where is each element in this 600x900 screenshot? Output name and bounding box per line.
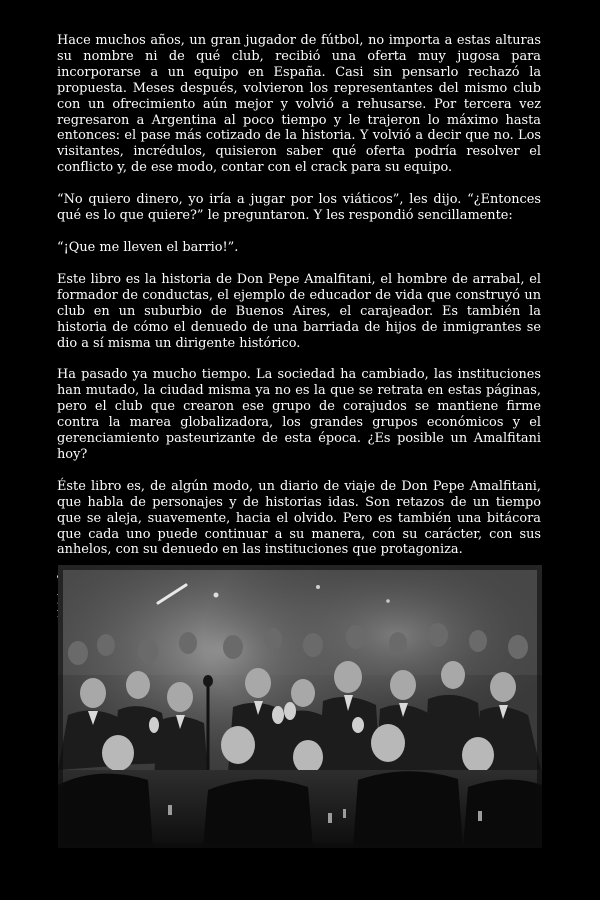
paragraph-time-passed: Ha pasado ya mucho tiempo. La sociedad ha cambiado, las instituciones han mutado, la ciudad misma ya no es la que se retrata en estas páginas, pero el club que crearon ese grupo de corajudos se mantiene firme contra la marea globalizadora, los grandes grupos económicos y el gerenciamiento pasteurizante de esta época. ¿Es posible un Amalfitani hoy?	[57, 367, 541, 462]
crowd-photograph	[58, 565, 542, 848]
paragraph-intro: Hace muchos años, un gran jugador de fútbol, no importa a estas alturas su nombre ni de qué club, recibió una oferta muy jugosa para incorporarse a un equipo en España. Casi sin pensarlo rechazó la propuesta. Meses después, volvieron los representantes del mismo club con un ofrecimiento aún mejor y volvió a rehusarse. Por tercera vez regresaron a Argentina al poco tiempo y le trajeron lo máximo hasta entonces: el pase más cotizado de la historia. Y volvió a decir que no. Los visitantes, incrédulos, quisieron saber qué oferta podría resolver el conflicto y, de ese modo, contar con el crack para su equipo.	[57, 33, 541, 176]
paragraph-dialogue: “No quiero dinero, yo iría a jugar por los viáticos”, les dijo. “¿Entonces qué es lo que quiere?” le preguntaron. Y les respondió sencillamente:	[57, 192, 541, 224]
paragraph-quote: “¡Que me lleven el barrio!”.	[57, 239, 239, 255]
crowd-photograph-art	[58, 565, 542, 848]
paragraph-travel-diary: Éste libro es, de algún modo, un diario de viaje de Don Pepe Amalfitani, que habla de personajes y de historias idas. Son retazos de un tiempo que se aleja, suavemente, hacia el olvido. Pero es también una bitácora que cada uno puede continuar a su manera, con su carácter, con sus anhelos, con su denuedo en las instituciones que protagoniza.	[57, 478, 541, 558]
book-text	[57, 33, 541, 638]
paragraph-book-history: Este libro es la historia de Don Pepe Amalfitani, el hombre de arrabal, el formador de conductas, el ejemplo de educador de vida que construyó un club en un suburbio de Buenos Aires, el carajeador. Es también la historia de cómo el denuedo de una barriada de hijos de inmigrantes se dio a sí misma un dirigente histórico.	[57, 271, 541, 351]
